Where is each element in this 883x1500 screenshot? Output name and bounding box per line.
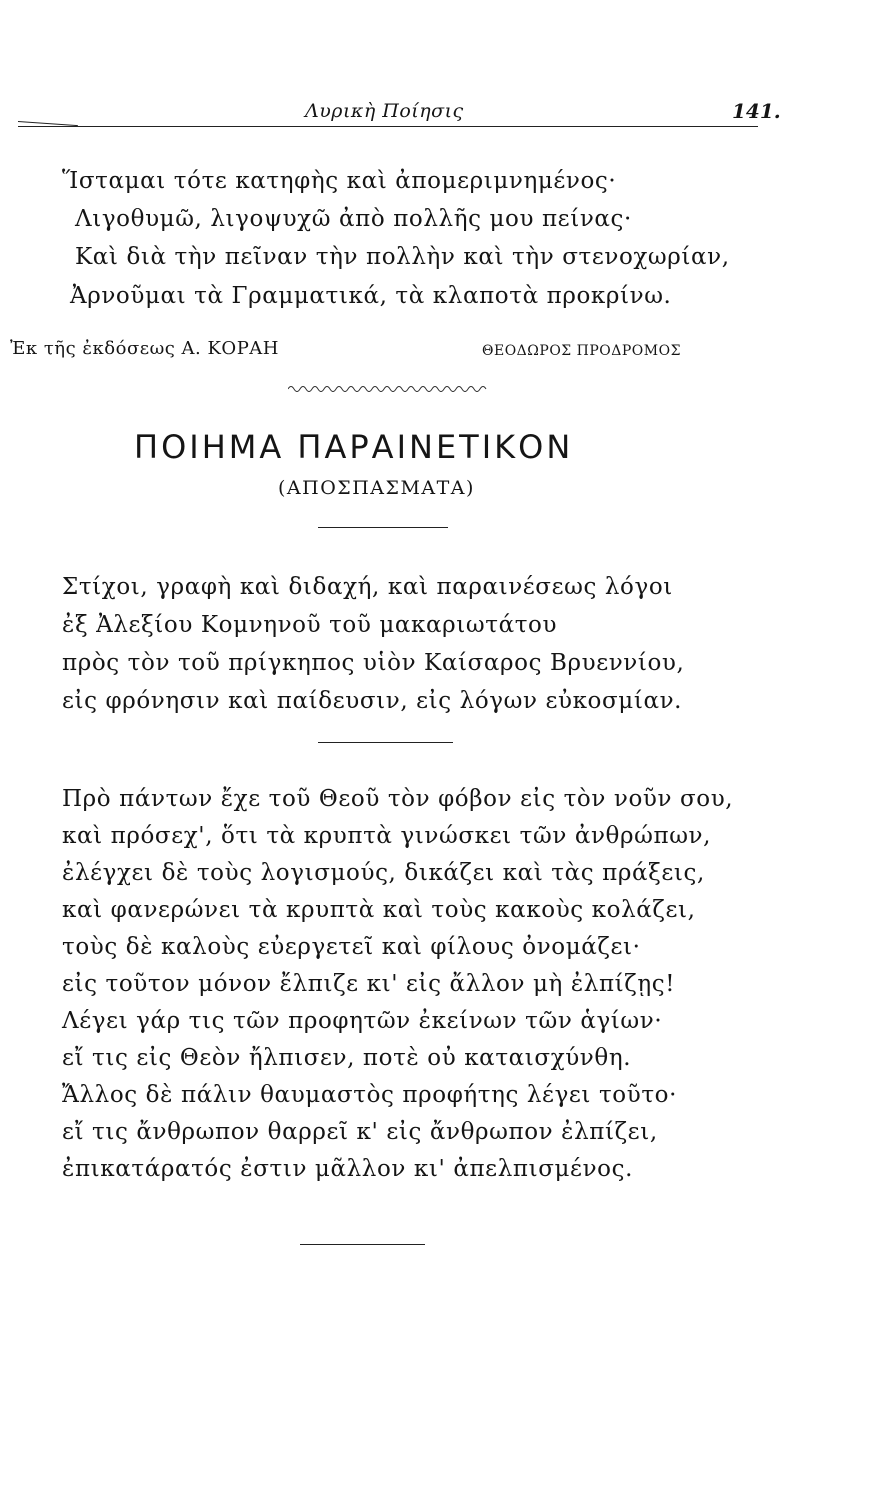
intro-line: ἐξ Ἀλεξίου Κομνηνοῦ τοῦ μακαριωτάτου <box>62 612 558 638</box>
verse-line: καὶ φανερώνει τὰ κρυπτὰ καὶ τοὺς κακοὺς κολάζει, <box>62 897 696 923</box>
intro-line: εἰς φρόνησιν καὶ παίδευσιν, εἰς λόγων εὐκοσμίαν. <box>62 688 683 714</box>
verse-line: Λιγοθυμῶ, λιγοψυχῶ ἀπὸ πολλῆς μου πείνας· <box>75 206 632 232</box>
verse-line: εἴ τις εἰς Θεὸν ἤλπισεν, ποτὲ οὐ καταισχύνθη. <box>62 1045 632 1071</box>
running-header: Λυρικὴ Ποίησις <box>305 100 464 122</box>
verse-line: Ἵσταμαι τότε κατηφὴς καὶ ἀπομεριμνημένος· <box>62 168 617 194</box>
verse-line: καὶ πρόσεχ', ὅτι τὰ κρυπτὰ γινώσκει τῶν ἀνθρώπων, <box>62 823 712 849</box>
author-credit: ΘΕΟΔΩΡΟΣ ΠΡΟΔΡΟΜΟΣ <box>482 343 681 359</box>
title-rule <box>318 527 448 528</box>
verse-line: ἐλέγχει δὲ τοὺς λογισμούς, δικάζει καὶ τὰς πράξεις, <box>62 860 705 886</box>
verse-line: Πρὸ πάντων ἔχε τοῦ Θεοῦ τὸν φόβον εἰς τὸν νοῦν σου, <box>62 786 734 812</box>
ornamental-squiggle <box>288 382 488 396</box>
poem-title: ΠΟΙΗΜΑ ΠΑΡΑΙΝΕΤΙΚΟΝ <box>134 428 574 466</box>
verse-line: Ἀρνοῦμαι τὰ Γραμματικά, τὰ κλαποτὰ προκρίνω. <box>70 283 672 309</box>
verse-line: εἴ τις ἄνθρωπον θαρρεῖ κ' εἰς ἄνθρωπον ἐλπίζει, <box>62 1119 658 1145</box>
verse-line: εἰς τοῦτον μόνον ἔλπιζε κι' εἰς ἄλλον μὴ ἐλπίζῃς! <box>62 971 676 997</box>
verse-line: Καὶ διὰ τὴν πεῖναν τὴν πολλὴν καὶ τὴν στενοχωρίαν, <box>75 244 730 270</box>
closing-rule <box>300 1244 425 1245</box>
verse-line: Ἄλλος δὲ πάλιν θαυμαστὸς προφήτης λέγει τοῦτο· <box>62 1082 677 1108</box>
verse-line: ἐπικατάρατός ἐστιν μᾶλλον κι' ἀπελπισμένος. <box>62 1156 633 1182</box>
intro-line: Στίχοι, γραφὴ καὶ διδαχή, καὶ παραινέσεως λόγοι <box>62 574 673 600</box>
intro-line: πρὸς τὸν τοῦ πρίγκηπος υἱὸν Καίσαρος Βρυεννίου, <box>62 650 685 676</box>
verse-line: τοὺς δὲ καλοὺς εὐεργετεῖ καὶ φίλους ὀνομάζει· <box>62 934 641 960</box>
verse-line: Λέγει γάρ τις τῶν προφητῶν ἐκείνων τῶν ἁγίων· <box>62 1008 663 1034</box>
edition-credit: Ἐκ τῆς ἐκδόσεως Α. ΚΟΡΑΗ <box>10 338 280 359</box>
poem-subtitle: (ΑΠΟΣΠΑΣΜΑΤΑ) <box>278 477 475 499</box>
header-rule <box>18 126 758 127</box>
section-rule <box>318 742 453 743</box>
page-number: 141. <box>732 99 781 123</box>
